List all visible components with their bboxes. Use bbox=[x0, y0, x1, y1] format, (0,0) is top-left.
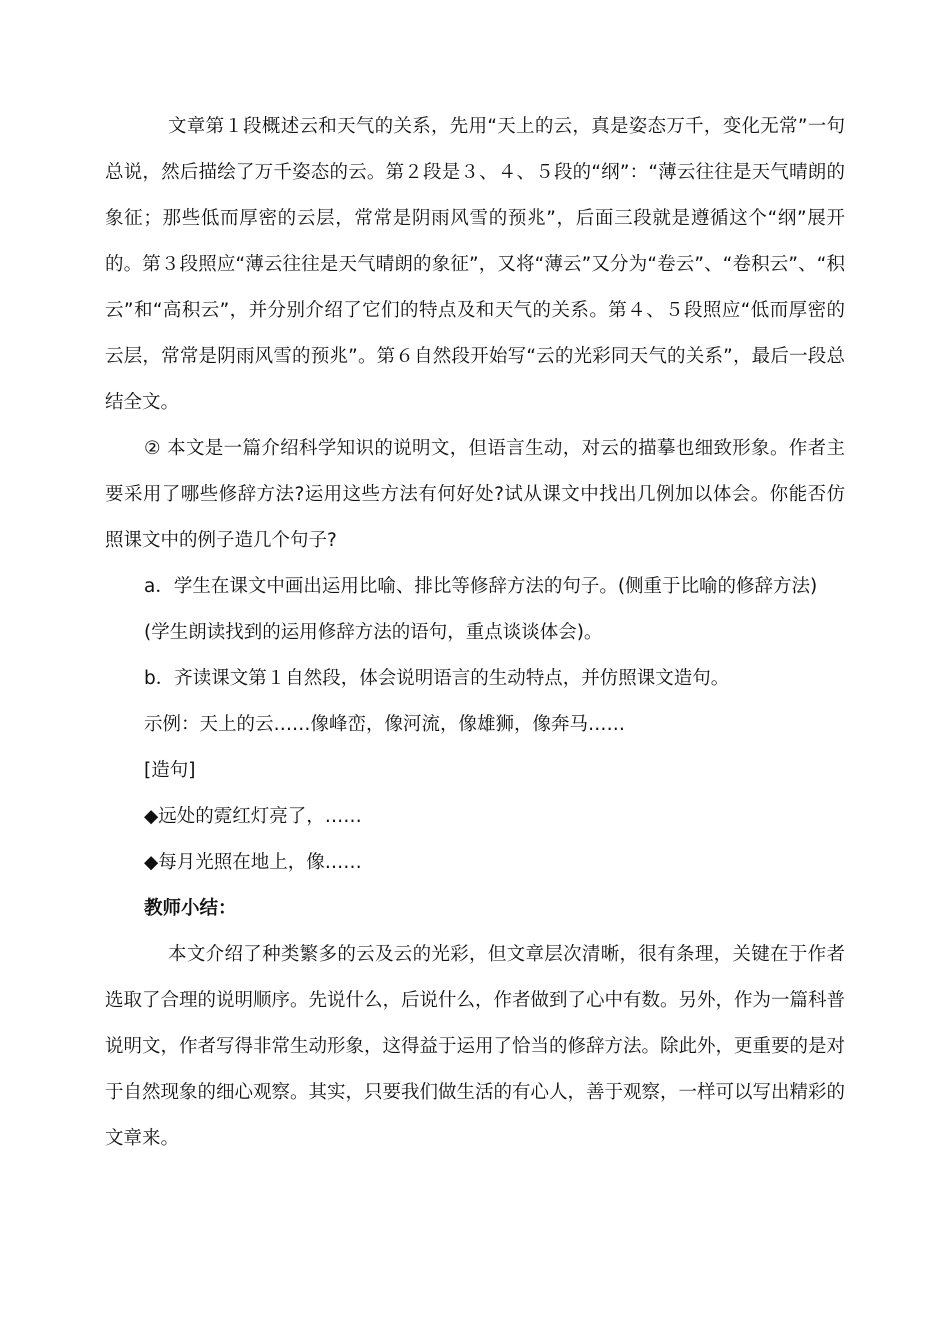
example-sentence: 示例：天上的云……像峰峦，像河流，像雄狮，像奔马…… bbox=[144, 714, 626, 735]
summary-heading: 教师小结： bbox=[144, 898, 237, 919]
paragraph-rhetoric-question: ② 本文是一篇介绍科学知识的说明文，但语言生动，对云的描摹也细致形象。作者主要采用了哪些修辞方法?运用这些方法有何好处?试从课文中找出几例加以体会。你能否仿照课文中的例子造几个句子? bbox=[105, 438, 845, 551]
document-body bbox=[105, 104, 845, 1162]
bullet-item: ◆每月光照在地上，像…… bbox=[144, 852, 362, 873]
bullet-item: ◆远处的霓红灯亮了，…… bbox=[144, 806, 362, 827]
summary-paragraph: 本文介绍了种类繁多的云及云的光彩，但文章层次清晰，很有条理，关键在于作者选取了合理的说明顺序。先说什么，后说什么，作者做到了心中有数。另外，作为一篇科普说明文，作者写得非常生动形象，这得益于运用了恰当的修辞方法。除此外，更重要的是对于自然现象的细心观察。其实，只要我们做生活的有心人，善于观察，一样可以写出精彩的文章来。 bbox=[105, 944, 846, 1149]
item-a: a．学生在课文中画出运用比喻、排比等修辞方法的句子。(侧重于比喻的修辞方法) bbox=[144, 576, 818, 597]
paragraph-structure-analysis: 文章第１段概述云和天气的关系，先用“天上的云，真是姿态万千，变化无常”一句总说，然后描绘了万千姿态的云。第２段是３、４、５段的“纲”：“薄云往往是天气晴朗的象征；那些低而厚密的云层，常常是阴雨风雪的预兆”，后面三段就是遵循这个“纲”展开的。第３段照应“薄云往往是天气晴朗的象征”，又将“薄云”又分为“卷云”、“卷积云”、“积云”和“高积云”，并分别介绍了它们的特点及和天气的关系。第４、５段照应“低而厚密的云层，常常是阴雨风雪的预兆”。第６自然段开始写“云的光彩同天气的关系”，最后一段总结全文。 bbox=[105, 116, 845, 413]
item-b: b．齐读课文第１自然段，体会说明语言的生动特点，并仿照课文造句。 bbox=[144, 668, 730, 689]
item-a-note: (学生朗读找到的运用修辞方法的语句，重点谈谈体会)。 bbox=[144, 622, 603, 643]
make-sentence-label: [造句] bbox=[144, 760, 196, 781]
